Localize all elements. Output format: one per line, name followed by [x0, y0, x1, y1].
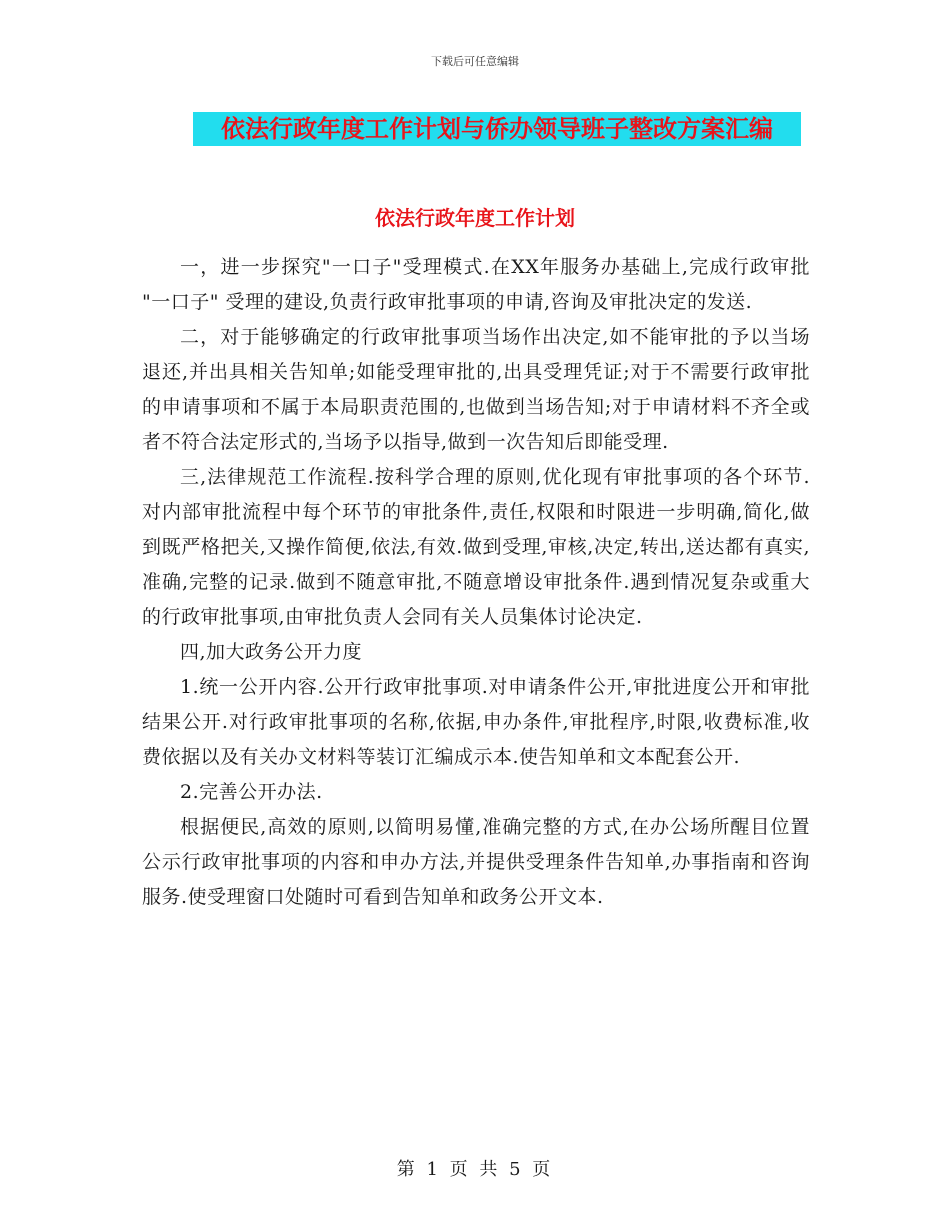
paragraph: 三,法律规范工作流程.按科学合理的原则,优化现有审批事项的各个环节.对内部审批流程中每个环节的审批条件,责任,权限和时限进一步明确,简化,做到既严格把关,又操作简便,依法,有效.做到受理,审核,决定,转出,送达都有真实,准确,完整的记录.做到不随意审批,不随意增设审批条件.遇到情况复杂或重大的行政审批事项,由审批负责人会同有关人员集体讨论决定.: [142, 466, 810, 628]
paragraph: 根据便民,高效的原则,以简明易懂,准确完整的方式,在办公场所醒目位置公示行政审批事项的内容和申办方法,并提供受理条件告知单,办事指南和咨询服务.使受理窗口处随时可看到告知单和政务公开文本.: [142, 816, 810, 908]
section-title: 依法行政年度工作计划: [375, 206, 575, 230]
paragraph: 2.完善公开办法.: [180, 781, 323, 803]
paragraph: 一，进一步探究"一口子"受理模式.在XX年服务办基础上,完成行政审批 "一口子" 受理的建设,负责行政审批事项的申请,咨询及审批决定的发送.: [142, 256, 810, 313]
paragraph: 1.统一公开内容.公开行政审批事项.对申请条件公开,审批进度公开和审批结果公开.对行政审批事项的名称,依据,申办条件,审批程序,时限,收费标准,收费依据以及有关办文材料等装订汇编成示本.使告知单和文本配套公开.: [142, 676, 810, 768]
page-footer: 第 1 页 共 5 页: [396, 1159, 554, 1180]
paragraph: 四,加大政务公开力度: [180, 641, 363, 663]
document-main-title: 依法行政年度工作计划与侨办领导班子整改方案汇编: [193, 112, 801, 146]
paragraph: 二，对于能够确定的行政审批事项当场作出决定,如不能审批的予以当场退还,并出具相关告知单;如能受理审批的,出具受理凭证;对于不需要行政审批的申请事项和不属于本局职责范围的,也做到当场告知;对于申请材料不齐全或者不符合法定形式的,当场予以指导,做到一次告知后即能受理.: [142, 326, 810, 453]
document-body: [142, 250, 810, 915]
header-note: 下载后可任意编辑: [431, 55, 519, 68]
